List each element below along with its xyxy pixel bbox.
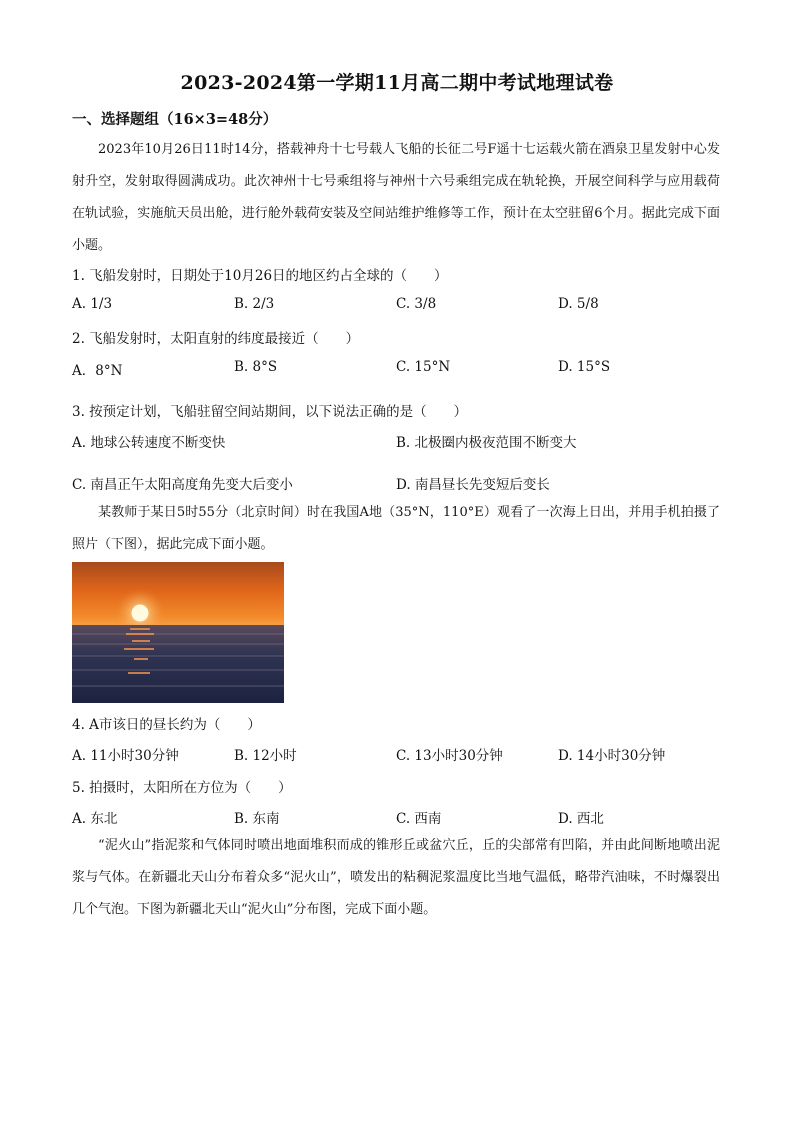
section-heading: 一、选择题组（16×3=48分） xyxy=(72,111,278,128)
q4-option-a: A. 11小时30分钟 xyxy=(72,748,179,764)
q1-option-c: C. 3/8 xyxy=(396,296,437,312)
passage-sunrise-text: 某教师于某日5时55分（北京时间）时在我国A地（35°N，110°E）观看了一次海上日出，并用手机拍摄了照片（下图），据此完成下面小题。 xyxy=(72,505,720,552)
q5-option-a: A. 东北 xyxy=(72,811,118,827)
q3-option-a: A. 地球公转速度不断变快 xyxy=(72,435,226,451)
page-title: 2023-2024第一学期11月高二期中考试地理试卷 xyxy=(180,72,614,94)
q5-option-b: B. 东南 xyxy=(234,811,280,827)
sunrise-photo-graphic xyxy=(72,562,284,703)
passage-shenzhou xyxy=(72,134,720,262)
passage-sunrise xyxy=(72,497,720,561)
q3-option-c: C. 南昌正午太阳高度角先变大后变小 xyxy=(72,477,293,493)
q2-option-b: B. 8°S xyxy=(234,359,278,375)
sunrise-photo xyxy=(72,562,284,703)
question-1: 1. 飞船发射时，日期处于10月26日的地区约占全球的（ ） xyxy=(72,268,448,284)
q1-option-b: B. 2/3 xyxy=(234,296,275,312)
q5-option-d: D. 西北 xyxy=(558,811,604,827)
q4-option-d: D. 14小时30分钟 xyxy=(558,748,666,764)
q1-option-d: D. 5/8 xyxy=(558,296,599,312)
q4-option-c: C. 13小时30分钟 xyxy=(396,748,503,764)
q4-option-b: B. 12小时 xyxy=(234,748,297,764)
q2-option-a: A．8°N xyxy=(72,363,123,379)
q3-option-b: B. 北极圈内极夜范围不断变大 xyxy=(396,435,577,451)
q1-option-a: A. 1/3 xyxy=(72,296,113,312)
passage-shenzhou-text: 2023年10月26日11时14分，搭载神舟十七号载人飞船的长征二号F遥十七运载火箭在酒泉卫星发射中心发射升空，发射取得圆满成功。此次神州十七号乘组将与神州十六号乘组完成在轨轮换，开展空间科学与应用载荷在轨试验，实施航天员出舱，进行舱外载荷安装及空间站维护维修等工作，预计在太空驻留6个月。据此完成下面小题。 xyxy=(72,142,720,253)
q2-option-d: D. 15°S xyxy=(558,359,611,375)
question-3: 3. 按预定计划，飞船驻留空间站期间，以下说法正确的是（ ） xyxy=(72,404,468,420)
passage-mud-volcano-text: “泥火山”指泥浆和气体同时喷出地面堆积而成的锥形丘或盆穴丘，丘的尖部常有凹陷，并由此间断地喷出泥浆与气体。在新疆北天山分布着众多“泥火山”，喷发出的粘稠泥浆温度比当地气温低，略带汽油味，不时爆裂出几个气泡。下图为新疆北天山“泥火山”分布图，完成下面小题。 xyxy=(72,838,720,917)
passage-mud-volcano xyxy=(72,830,720,926)
question-5: 5. 拍摄时，太阳所在方位为（ ） xyxy=(72,780,292,796)
question-2: 2. 飞船发射时，太阳直射的纬度最接近（ ） xyxy=(72,331,360,347)
q5-option-c: C. 西南 xyxy=(396,811,442,827)
q2-option-c: C. 15°N xyxy=(396,359,451,375)
question-4: 4. A市该日的昼长约为（ ） xyxy=(72,717,261,733)
q3-option-d: D. 南昌昼长先变短后变长 xyxy=(396,477,550,493)
